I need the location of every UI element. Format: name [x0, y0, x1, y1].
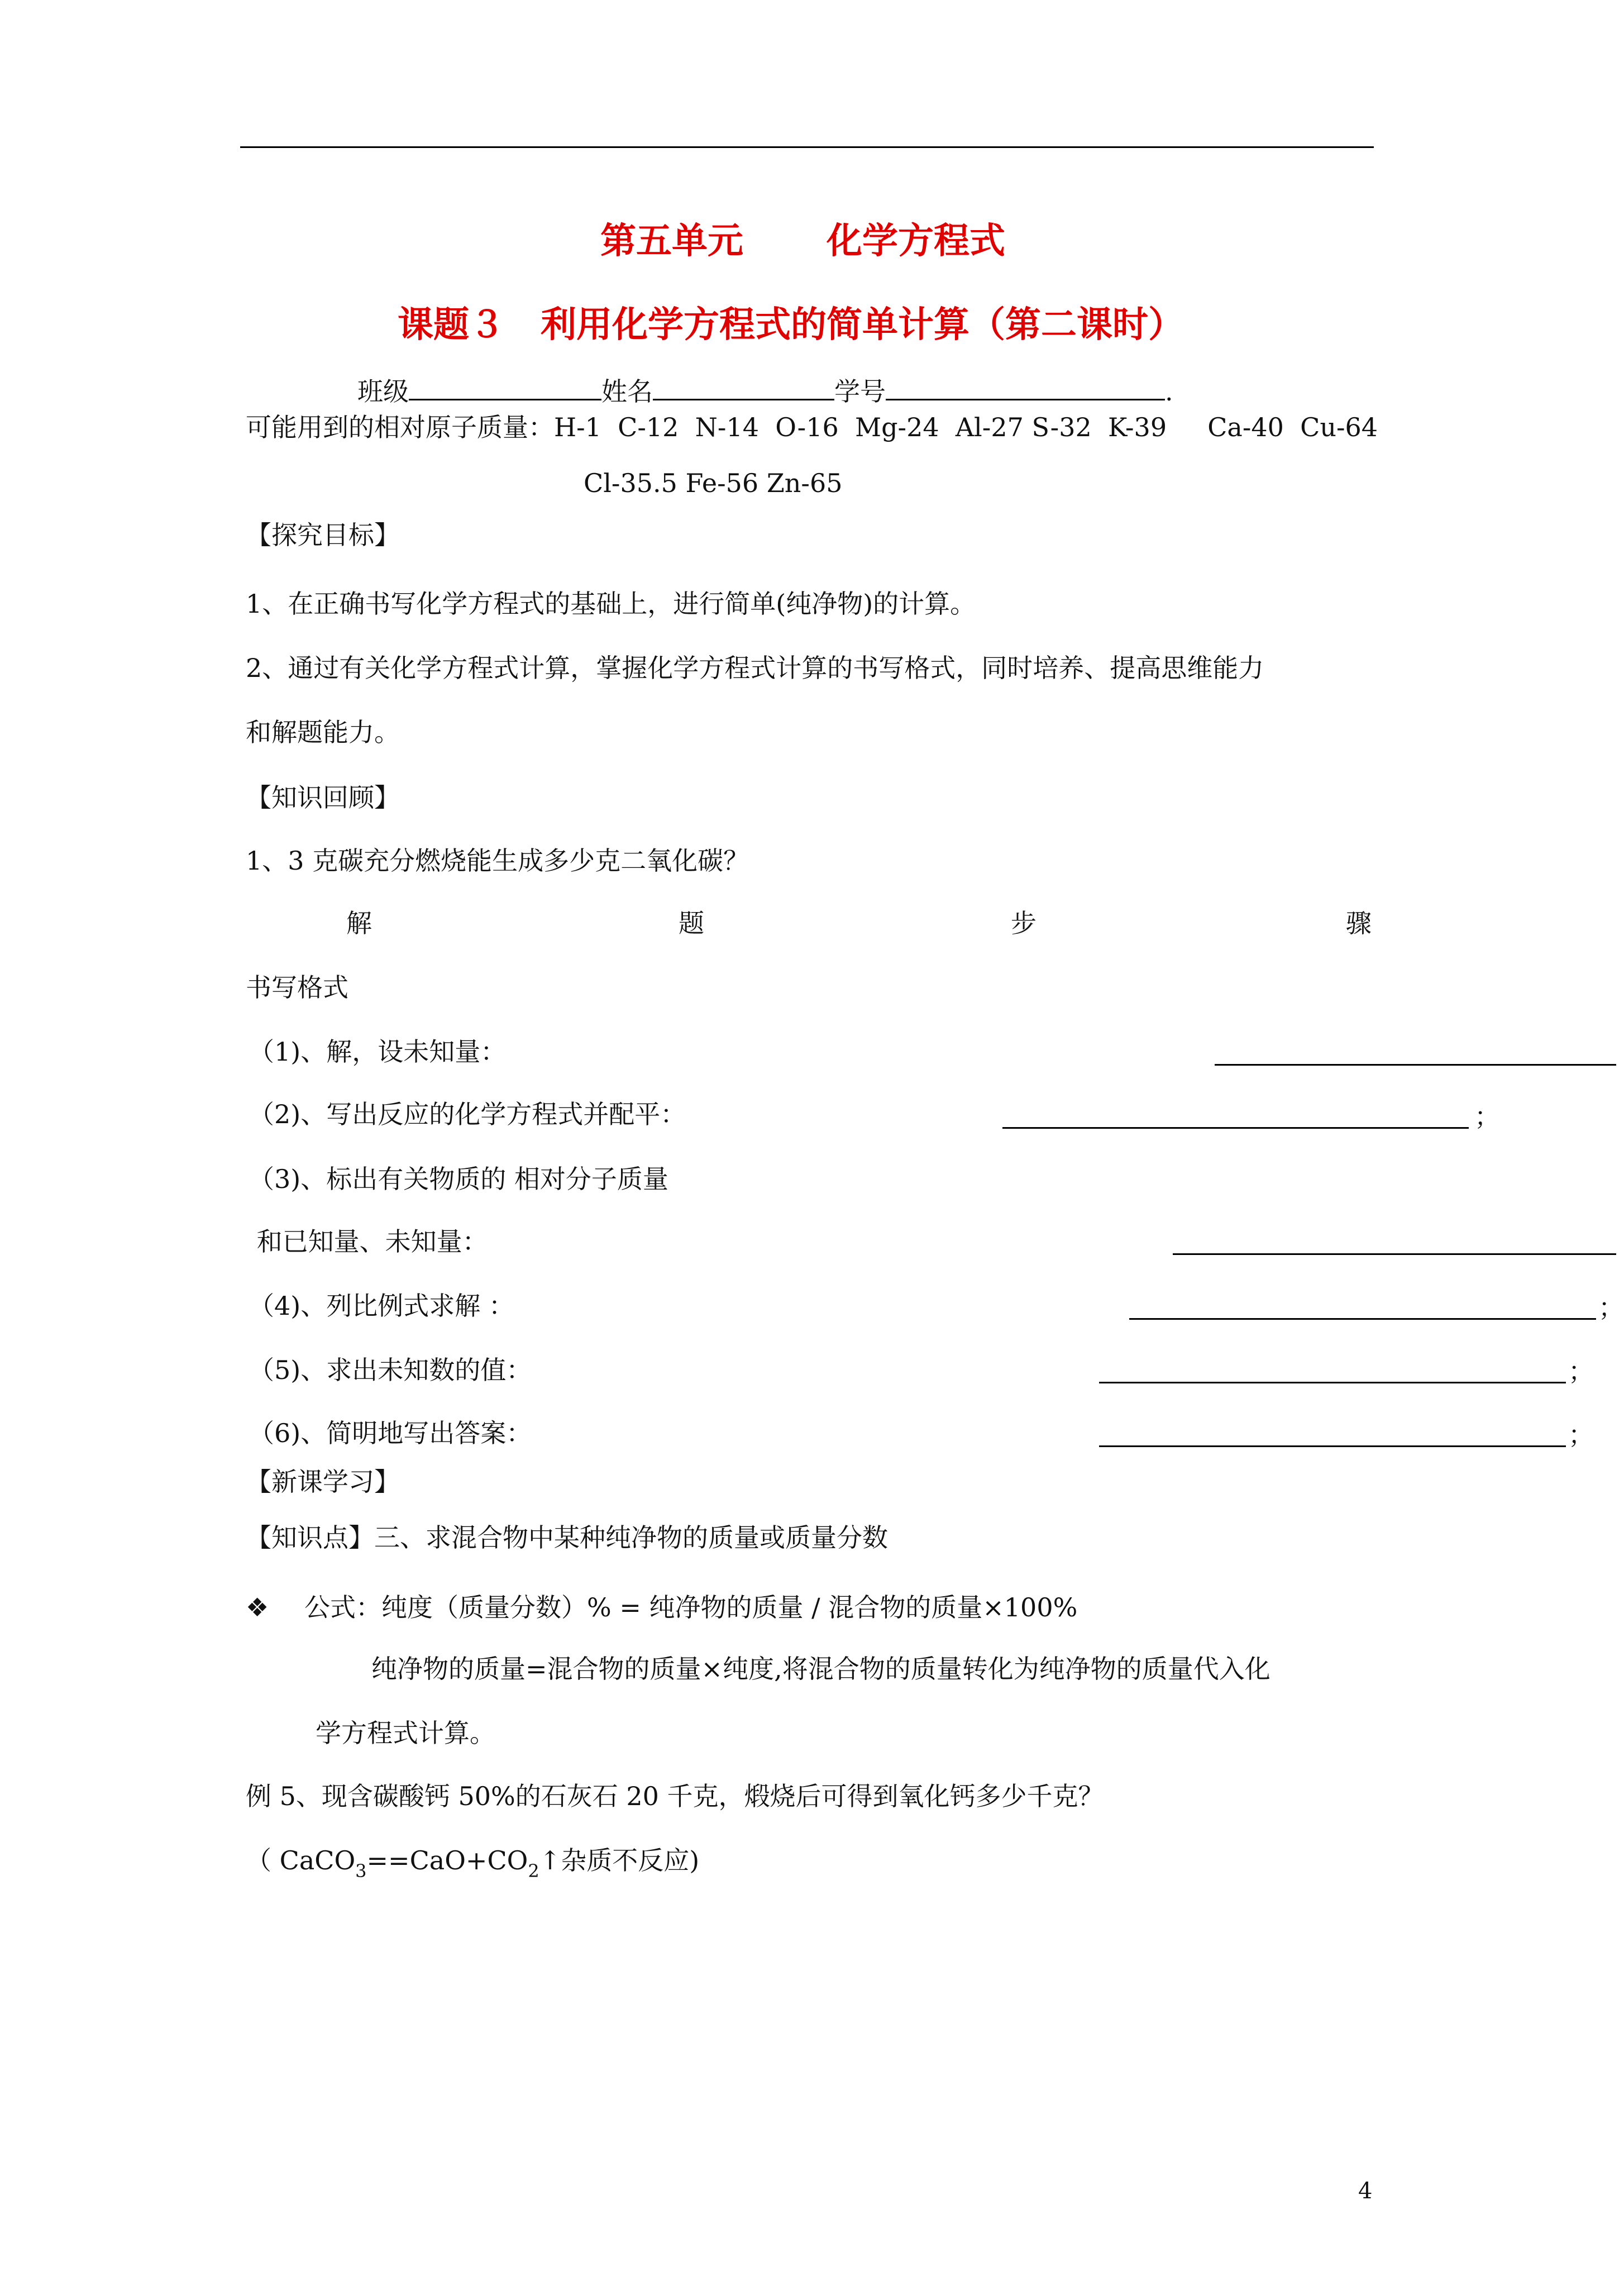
id-blank[interactable] — [886, 373, 1165, 400]
page-number: 4 — [1358, 2178, 1373, 2204]
steps-char-3: 步 — [1011, 908, 1037, 938]
student-info-row — [357, 373, 1173, 407]
step-6-end: ； — [1568, 1420, 1594, 1450]
id-label: 学号 — [834, 376, 886, 407]
step-4-blank[interactable] — [1129, 1318, 1596, 1320]
step-6-blank[interactable] — [1099, 1445, 1566, 1447]
header-rule — [240, 146, 1374, 148]
step-1-label: （1)、解，设未知量： — [249, 1037, 507, 1067]
step-5-label: （5)、求出未知数的值： — [249, 1355, 532, 1385]
bullet-icon: ❖ — [246, 1592, 269, 1622]
review-question-1: 1、3 克碳充分燃烧能生成多少克二氧化碳？ — [246, 846, 749, 876]
step-2-end: ； — [1474, 1101, 1500, 1132]
atomic-mass-line-1: 可能用到的相对原子质量：H-1 C-12 N-14 O-16 Mg-24 Al-27 S-32 K-39 Ca-40 Cu-64 — [246, 412, 1378, 442]
unit-title: 第五单元 — [600, 220, 743, 262]
step-6-label: （6)、简明地写出答案： — [249, 1418, 532, 1448]
review-heading: 【知识回顾】 — [246, 782, 400, 813]
step-3-label: （3)、标出有关物质的 相对分子质量 — [249, 1164, 668, 1194]
step-2-blank[interactable] — [1002, 1127, 1469, 1129]
step-1-blank[interactable] — [1215, 1064, 1616, 1066]
step-3-blank[interactable] — [1173, 1253, 1616, 1255]
step-4-end: ； — [1598, 1292, 1624, 1323]
explanation-line-1: 纯净物的质量=混合物的质量×纯度,将混合物的质量转化为纯净物的质量代入化 — [371, 1654, 1270, 1684]
step-4-label: （4)、列比例式求解 ： — [249, 1291, 514, 1321]
example-5: 例 5、现含碳酸钙 50%的石灰石 20 千克，煅烧后可得到氧化钙多少千克？ — [246, 1781, 1104, 1811]
unit-subtitle: 化学方程式 — [827, 220, 1005, 262]
steps-char-4: 骤 — [1346, 908, 1372, 938]
end-mark: . — [1165, 376, 1173, 407]
class-blank[interactable] — [409, 373, 601, 400]
steps-char-2: 题 — [679, 908, 704, 938]
explanation-line-2: 学方程式计算。 — [316, 1718, 495, 1748]
name-label: 姓名 — [601, 376, 653, 407]
step-2-label: （2)、写出反应的化学方程式并配平： — [249, 1099, 686, 1129]
lesson-title: 课题３ 利用化学方程式的简单计算（第二课时） — [398, 304, 1184, 346]
goal-1: 1、在正确书写化学方程式的基础上，进行简单(纯净物)的计算。 — [246, 589, 976, 619]
knowledge-point: 【知识点】三、求混合物中某种纯净物的质量或质量分数 — [246, 1523, 888, 1553]
goal-2-line-1: 2、通过有关化学方程式计算，掌握化学方程式计算的书写格式，同时培养、提高思维能力 — [246, 653, 1264, 683]
step-5-end: ； — [1568, 1356, 1594, 1386]
new-lesson-heading: 【新课学习】 — [246, 1467, 400, 1497]
format-label: 书写格式 — [246, 972, 348, 1003]
goal-2-line-2: 和解题能力。 — [246, 717, 400, 747]
step-3b-label: 和已知量、未知量： — [249, 1226, 488, 1257]
step-5-blank[interactable] — [1099, 1382, 1566, 1383]
class-label: 班级 — [357, 376, 409, 407]
goals-heading: 【探究目标】 — [246, 520, 400, 550]
formula: 公式：纯度（质量分数）% = 纯净物的质量 / 混合物的质量×100% — [304, 1592, 1078, 1622]
reaction-equation: （ $CaCO_3==CaO+CO_2↑$杂质不反应) — [246, 1845, 700, 1882]
atomic-mass-line-2: Cl-35.5 Fe-56 Zn-65 — [584, 468, 843, 498]
steps-char-1: 解 — [346, 908, 372, 938]
name-blank[interactable] — [653, 373, 834, 400]
